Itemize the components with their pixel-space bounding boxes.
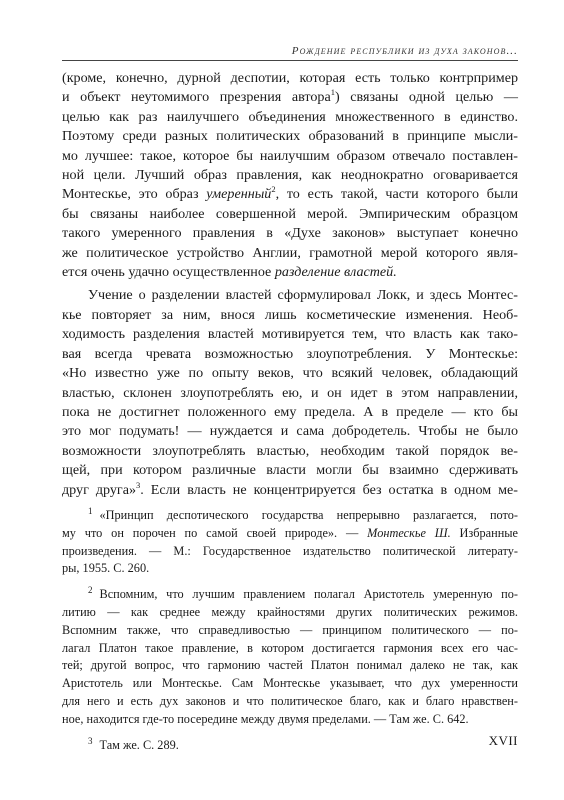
- text-line: кье повторяет за ним, внося лишь косметические изменения. Необ-: [62, 306, 518, 323]
- footnote-line: произведения. — М.: Государственное издательство политической литерату-: [62, 543, 518, 558]
- text-line: и объект неутомимого презрения автора$^1$) связаны одной целью —: [62, 87, 518, 106]
- text-line: щей, при котором различные власти могли бы взаимно сдерживать: [62, 462, 518, 479]
- text-line: Монтескье, это образ умеренный$^2$, то есть такой, части которого были: [62, 184, 518, 203]
- header-rule: [62, 60, 518, 61]
- text-line: ется очень удачно осуществленное разделение властей.: [62, 264, 397, 281]
- author-name: Монтескье Ш.: [367, 525, 451, 540]
- page-number: XVII: [488, 733, 518, 748]
- text-line: бы связаны наиболее совершенной мерой. Эмпирическим образцом: [62, 205, 518, 222]
- running-head: Рождение республики из духа законов...: [291, 45, 518, 57]
- footnote-number: 2: [88, 585, 93, 596]
- footnote-line: тей; другой вопрос, что гармонию частей Платон понимал далеко не так, как: [62, 658, 518, 673]
- footnote-line: Вспомним также, что справедливостью — принципом политического — по-: [62, 622, 518, 637]
- text-line: пока не достигнет положенного ему предела. А в пределе — кто бы: [62, 403, 518, 420]
- text-line: (кроме, конечно, дурной деспотии, которая есть только контрпример: [62, 70, 518, 86]
- footnote-line: $^3$ Там же. С. 289.: [88, 735, 179, 752]
- footnote-line: литию — как среднее между крайностями других политических режимов.: [62, 604, 518, 619]
- footnote-ref-3[interactable]: 3: [136, 479, 141, 490]
- footnote-line: Аристотель или Монтескье. Сам Монтескье указывает, что дух умеренности: [62, 676, 518, 691]
- text-line: друг друга»$^3$. Если власть не концентрируется без остатка в одном ме-: [62, 479, 519, 498]
- text-line: целью как раз наилучшего объединения множественного в единство.: [62, 108, 518, 125]
- text-line: это мог подумать! — нуждается и сама добродетель. Чтобы не было: [62, 423, 518, 440]
- footnote-number: 3: [88, 735, 93, 746]
- footnote-line: $^2$ Вспомним, что лучшим правлением полагал Аристотель умеренную по-: [88, 585, 518, 602]
- footnote-ref-1[interactable]: 1: [330, 87, 335, 98]
- text-line: вая всегда чревата возможностью злоупотребления. У Монтескье:: [62, 345, 518, 362]
- text-line: такого умеренного правления в «Духе законов» выступает конечно: [62, 225, 518, 242]
- footnote-line: лагал Платон такое правление, в котором достигается гармония всех его час-: [62, 640, 518, 655]
- paragraph-2: [62, 286, 518, 499]
- text-line: «Но известно уже по опыту веков, что всякий человек, обладающий: [62, 365, 518, 382]
- footnote-3: [62, 737, 518, 755]
- text-line: властью, склонен злоупотреблять ею, и он идет в этом направлении,: [62, 384, 518, 401]
- text-line: Поэтому среди разных политических образований в принципе мысли-: [62, 128, 518, 145]
- footnote-2: [62, 586, 518, 728]
- italic-term: умеренный: [206, 186, 272, 203]
- footnote-line: $^1$ «Принцип деспотического государства непрерывно разлагается, пото-: [88, 506, 518, 522]
- footnote-1: [62, 507, 518, 578]
- text-line: мо лучшее: такое, которое бы наилучшим образом отвечало поставлен-: [62, 147, 518, 164]
- text-line: возможности злоупотреблять властью, необходим такой порядок ве-: [62, 442, 518, 459]
- text-line: ной цели. Лучший образ правления, как неоднократно оговаривается: [62, 167, 518, 184]
- footnotes: [62, 507, 518, 762]
- main-text: [62, 69, 518, 500]
- footnote-ref-2[interactable]: 2: [271, 184, 276, 195]
- text-line: же политическое устройство Англии, грамотной мерой которого явля-: [62, 244, 518, 261]
- footnote-line: ры, 1955. С. 260.: [62, 561, 150, 576]
- footnote-line: му что он порочен по самой своей природе». — Монтескье Ш. Избранные: [62, 525, 518, 540]
- text-line: ходимость разделения властей мотивируется тем, что власть как тако-: [62, 326, 518, 343]
- footnote-line: ное, находится где-то посередине между двумя пределами. — Там же. С. 642.: [62, 711, 469, 726]
- footnote-number: 1: [88, 506, 93, 516]
- text-line: Учение о разделении властей сформулировал Локк, и здесь Монтес-: [88, 287, 518, 304]
- paragraph-1: [62, 69, 518, 282]
- italic-term: разделение властей.: [274, 264, 397, 281]
- footnote-line: для него и есть дух законов и что политическое благо, как и благо нравствен-: [62, 693, 518, 708]
